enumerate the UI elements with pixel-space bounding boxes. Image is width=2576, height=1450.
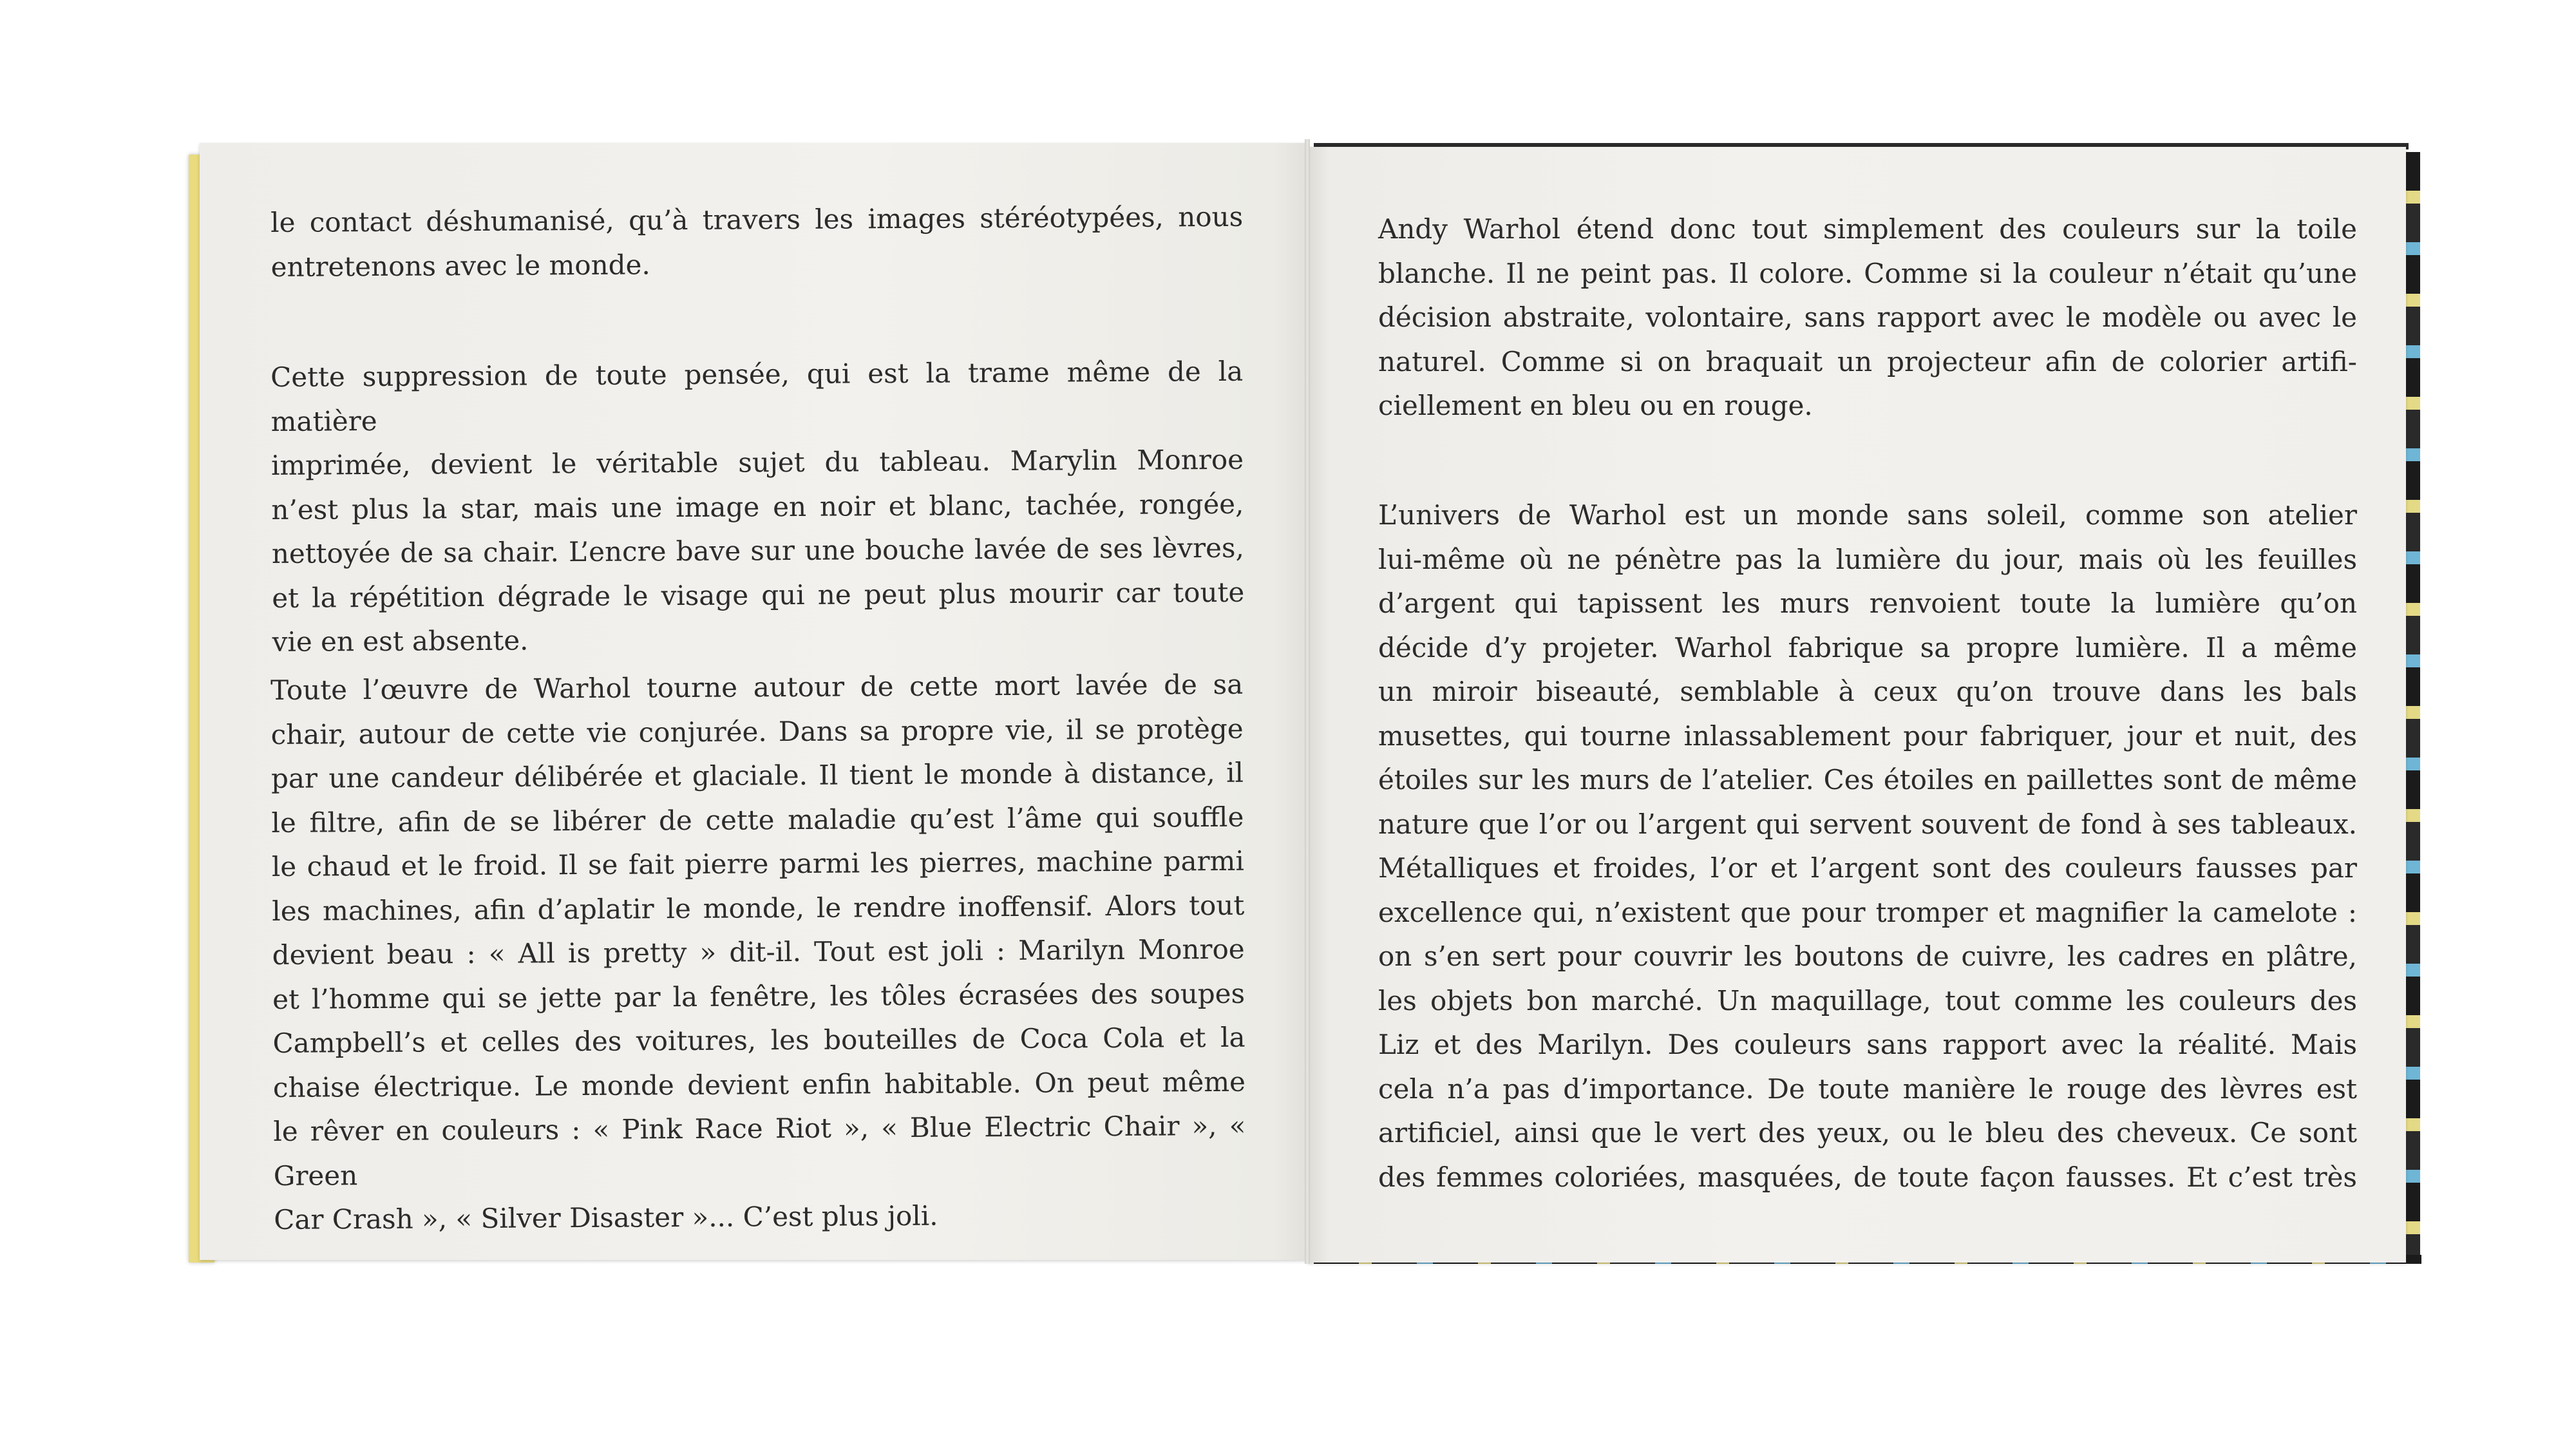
text-line: Cette suppression de toute pensée, qui est la trame même de la matière bbox=[270, 355, 1244, 437]
text-line: chair, autour de cette vie conjurée. Dans sa propre vie, il se protège bbox=[270, 712, 1244, 750]
text-line: décision abstraite, volontaire, sans rapport avec le modèle ou avec le bbox=[1378, 301, 2357, 333]
text-line: imprimée, devient le véritable sujet du tableau. Marylin Monroe bbox=[270, 443, 1244, 481]
text-line: des femmes coloriées, masquées, de toute façon fausses. Et c’est très bbox=[1378, 1161, 2357, 1193]
text-line: Métalliques et froides, l’or et l’argent sont des couleurs fausses par bbox=[1378, 852, 2357, 884]
text-line: le chaud et le froid. Il se fait pierre parmi les pierres, machine parmi bbox=[271, 844, 1244, 882]
left-paragraph-2 bbox=[270, 350, 1245, 665]
text-line: excellence qui, n’existent que pour tromper et magnifier la camelote : bbox=[1378, 896, 2357, 928]
text-line: Andy Warhol étend donc tout simplement des couleurs sur la toile bbox=[1378, 213, 2357, 245]
text-line: lui-même où ne pénètre pas la lumière du jour, mais où les feuilles bbox=[1378, 543, 2357, 575]
text-line: L’univers de Warhol est un monde sans soleil, comme son atelier bbox=[1378, 499, 2357, 531]
text-line: et la répétition dégrade le visage qui ne peut plus mourir car toute bbox=[272, 576, 1245, 614]
text-line: nettoyée de sa chair. L’encre bave sur une bouche lavée de ses lèvres, bbox=[271, 531, 1244, 569]
text-line: chaise électrique. Le monde devient enfin habitable. On peut même bbox=[272, 1065, 1246, 1103]
text-line: vie en est absente. bbox=[272, 624, 529, 658]
right-paragraph-1 bbox=[1378, 207, 2357, 428]
text-line: étoiles sur les murs de l’atelier. Ces étoiles en paillettes sont de même bbox=[1378, 764, 2357, 796]
text-line: naturel. Comme si on braquait un projecteur afin de colorier artifi- bbox=[1378, 345, 2357, 377]
text-line: blanche. Il ne peint pas. Il colore. Comme si la couleur n’était qu’une bbox=[1378, 257, 2357, 289]
book-gutter bbox=[1305, 139, 1310, 1264]
text-line: d’argent qui tapissent les murs renvoient toute la lumière qu’on bbox=[1378, 587, 2357, 619]
left-paragraph-3 bbox=[270, 663, 1246, 1243]
text-line: le rêver en couleurs : « Pink Race Riot », « Blue Electric Chair », « Green bbox=[273, 1109, 1246, 1192]
text-line: le filtre, afin de se libérer de cette maladie qu’est l’âme qui souffle bbox=[271, 801, 1244, 839]
text-line: cela n’a pas d’importance. De toute manière le rouge des lèvres est bbox=[1378, 1073, 2357, 1105]
text-line: n’est plus la star, mais une image en noir et blanc, tachée, rongée, bbox=[271, 488, 1244, 526]
text-line: et l’homme qui se jette par la fenêtre, les tôles écrasées des soupes bbox=[272, 977, 1245, 1015]
text-line: un miroir biseauté, semblable à ceux qu’on trouve dans les bals bbox=[1378, 676, 2357, 707]
text-line: nature que l’or ou l’argent qui servent souvent de fond à ses tableaux. bbox=[1378, 808, 2357, 840]
text-line: Liz et des Marilyn. Des couleurs sans rapport avec la réalité. Mais bbox=[1378, 1029, 2357, 1060]
text-line: les objets bon marché. Un maquillage, tout comme les couleurs des bbox=[1378, 984, 2357, 1016]
text-line: Car Crash », « Silver Disaster »... C’est plus joli. bbox=[274, 1199, 938, 1235]
text-line: ciellement en bleu ou en rouge. bbox=[1378, 390, 1813, 421]
text-line: artificiel, ainsi que le vert des yeux, ou le bleu des cheveux. Ce sont bbox=[1378, 1117, 2357, 1149]
text-line: décide d’y projeter. Warhol fabrique sa propre lumière. Il a même bbox=[1378, 631, 2357, 663]
text-line: les machines, afin d’aplatir le monde, le rendre inoffensif. Alors tout bbox=[272, 889, 1245, 927]
text-line: devient beau : « All is pretty » dit-il. Tout est joli : Marilyn Monroe bbox=[272, 933, 1245, 971]
text-line: entretenons avec le monde. bbox=[270, 248, 650, 283]
text-line: Campbell’s et celles des voitures, les bouteilles de Coca Cola et la bbox=[272, 1021, 1245, 1059]
text-line: musettes, qui tourne inlassablement pour fabriquer, jour et nuit, des bbox=[1378, 720, 2357, 752]
text-line: le contact déshumanisé, qu’à travers les images stéréotypées, nous bbox=[270, 200, 1244, 238]
left-paragraph-1 bbox=[270, 195, 1244, 289]
text-line: Toute l’œuvre de Warhol tourne autour de cette mort lavée de sa bbox=[270, 668, 1244, 706]
text-line: on s’en sert pour couvrir les boutons de cuivre, les cadres en plâtre, bbox=[1378, 940, 2357, 972]
text-line: par une candeur délibérée et glaciale. Il tient le monde à distance, il bbox=[270, 756, 1244, 794]
right-paragraph-2 bbox=[1378, 493, 2357, 1199]
